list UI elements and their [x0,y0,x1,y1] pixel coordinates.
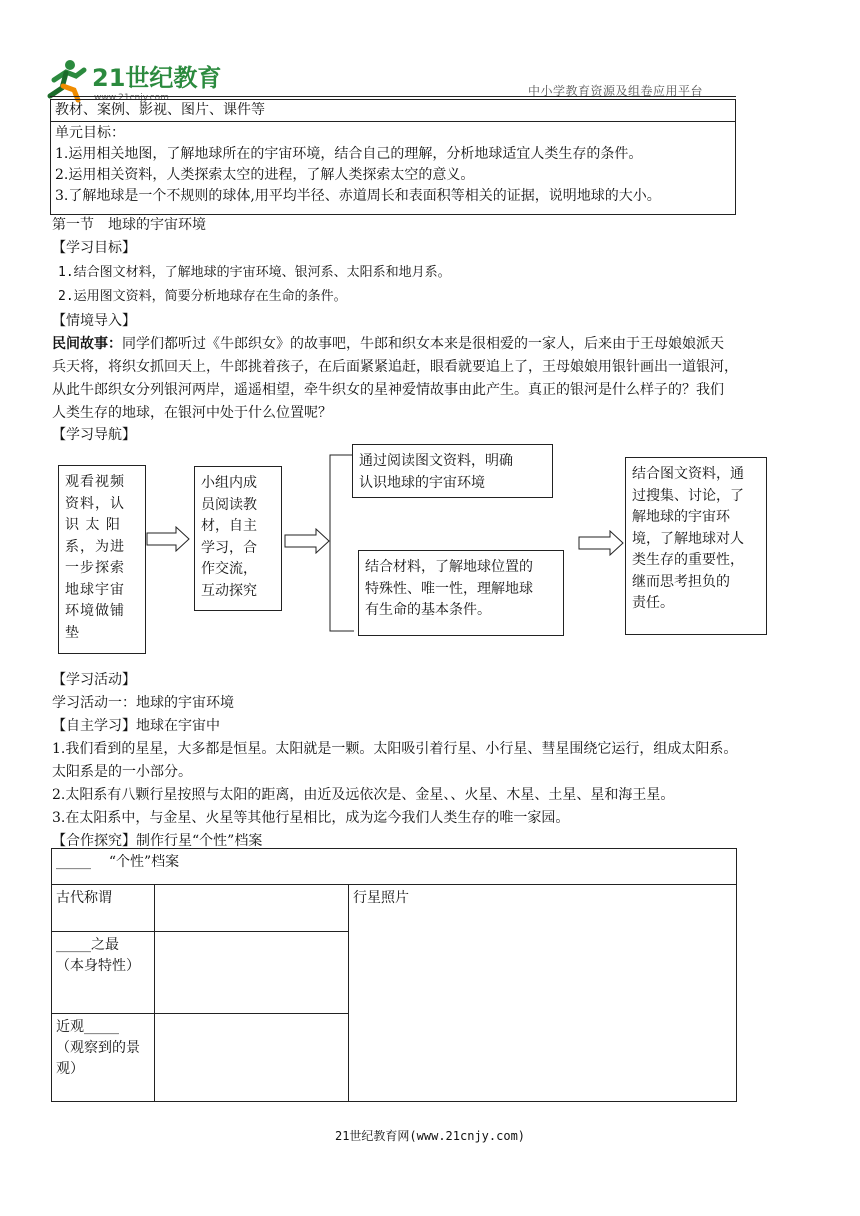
flow-box-life-conditions: 结合材料，了解地球位置的 特殊性、唯一性，理解地球 有生命的基本条件。 [358,550,564,636]
goal-item: 1.运用相关地图，了解地球所在的宇宙环境，结合自己的理解，分析地球适宜人类生存的条件。 [55,146,643,162]
flow-arrow-2 [284,528,330,554]
runner-icon [50,60,84,100]
activity-heading: 【学习活动】 [52,672,136,688]
objective-item: 2.运用图文资料，简要分析地球存在生命的条件。 [58,289,347,304]
story-paragraph [52,333,742,425]
header-divider [50,96,736,97]
activity-section [52,669,742,853]
observation-label-cell: 近观_____ （观察到的景 观） [52,1014,155,1102]
archive-title-cell [52,849,737,885]
platform-tag: 中小学教育资源及组卷应用平台 [528,84,704,98]
objective-item: 1.结合图文材料，了解地球的宇宙环境、银河系、太阳系和地月系。 [58,265,451,280]
objectives-heading: 【学习目标】 [52,240,136,256]
question-line: 1.我们看到的星星，大多都是恒星。太阳就是一颗。太阳吸引着行星、小行星、彗星围绕它运行，组成太阳系。 [52,741,738,757]
observation-cell[interactable] [155,1014,349,1102]
question-line: 太阳系是的一小部分。 [52,764,192,780]
planet-photo-cell[interactable] [349,885,737,1102]
unit-info-box [50,99,736,215]
story-line: 人类生存的地球，在银河中处于什么位置呢？ [52,405,332,421]
question-line: 3.在太阳系中，与金星、火星等其他行星相比，成为迄今我们人类生存的唯一家园。 [52,810,570,826]
footer-text: 21世纪教育网(www.21cnjy.com) [334,1129,526,1143]
story-line: 兵天将，将织女抓回天上，牛郎挑着孩子，在后面紧紧追赶，眼看就要追上了，王母娘娘用银针画出一道银河， [52,359,738,375]
flow-arrow-1 [146,526,190,552]
self-study-title: 地球在宇宙中 [136,718,220,734]
self-study-label: 【自主学习】 [52,718,136,734]
ancient-name-cell[interactable] [155,885,349,932]
flow-box-cosmic-env: 通过阅读图文资料，明确 认识地球的宇宙环境 [352,444,553,498]
planet-photo-label: 行星照片 [353,890,409,906]
intro-heading: 【情境导入】 [52,313,136,329]
flow-box-watch-video: 观看视频 资料，认 识 太 阳 系，为进 一步探索 地球宇宙 环境做铺 垫 [58,465,146,654]
ancient-name-label: 古代称谓 [52,885,155,932]
unit-goals [55,123,661,207]
flow-arrow-3 [578,530,624,556]
section-title: 第一节 地球的宇宙环境 [52,217,206,233]
goal-item: 2.运用相关资料，人类探索太空的进程，了解人类探索太空的意义。 [55,167,475,183]
coop-label: 【合作探究】 [52,833,136,849]
nav-heading: 【学习导航】 [52,427,136,443]
resources-row: 教材、案例、影视、图片、课件等 [51,100,735,122]
feature-label-cell: _____之最 （本身特性） [52,932,155,1014]
archive-title: “个性”档案 [108,854,180,870]
story-label: 民间故事： [52,336,122,352]
planet-archive-table [51,848,737,1102]
story-line: 同学们都听过《牛郎织女》的故事吧，牛郎和织女本来是很相爱的一家人，后来由于王母娘娘派天 [122,336,724,352]
activity-one-title: 学习活动一：地球的宇宙环境 [52,695,234,711]
planet-name-blank: _____ [56,854,91,870]
svg-text:21世纪教育: 21世纪教育 [92,64,222,92]
feature-cell[interactable] [155,932,349,1014]
goal-item: 3.了解地球是一个不规则的球体,用平均半径、赤道周长和表面积等相关的证据，说明地球的大小。 [55,188,661,204]
flow-box-responsibility: 结合图文资料，通 过搜集、讨论，了 解地球的宇宙环 境，了解地球对人 类生存的重要性， 继而思考担负的 责任。 [625,457,767,635]
flow-box-group-reading: 小组内成 员阅读教 材，自主 学习，合 作交流， 互动探究 [194,466,282,611]
svg-text:www.21cnjy.com: www.21cnjy.com [94,93,169,103]
goal-title: 单元目标： [55,125,125,141]
coop-title: 制作行星“个性”档案 [136,833,263,849]
story-line: 从此牛郎织女分列银河两岸，遥遥相望，牵牛织女的星神爱情故事由此产生。真正的银河是什么样子的？我们 [52,382,724,398]
question-line: 2.太阳系有八颗行星按照与太阳的距离，由近及远依次是、金星、、火星、木星、土星、星和海王星。 [52,787,675,803]
